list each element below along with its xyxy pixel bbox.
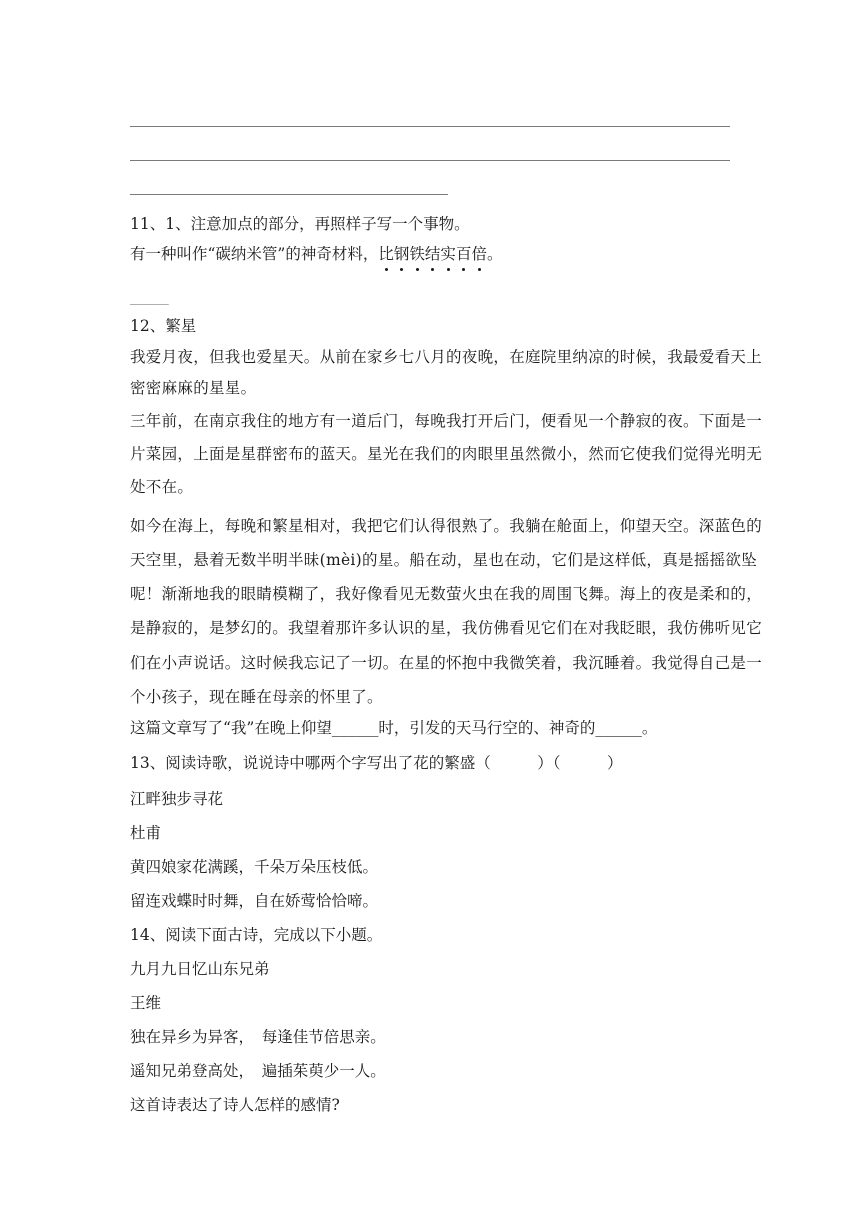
q11-title: 11、1、注意加点的部分，再照样子写一个事物。 — [130, 215, 470, 233]
q12-question: 这篇文章写了“我”在晚上仰望______时，引发的天马行空的、神奇的______。 — [130, 719, 658, 737]
q12-paragraph-3-line-5: 们在小声说话。这时候我忘记了一切。在星的怀抱中我微笑着，我沉睡着。我觉得自己是一 — [130, 654, 763, 672]
dotted-char: 倍 — [471, 245, 487, 263]
dotted-char: 铁 — [409, 245, 425, 263]
q12-paragraph-3-line-2: 天空里，悬着无数半明半昧(mèi)的星。船在动，星也在动，它们是这样低，真是摇摇欲坠 — [130, 551, 758, 569]
q14-question: 这首诗表达了诗人怎样的感情? — [130, 1096, 340, 1114]
q14-poem-line-2: 遥知兄弟登高处， 遍插茱萸少一人。 — [130, 1062, 386, 1080]
q13-poem-line-2: 留连戏蝶时时舞，自在娇莺恰恰啼。 — [130, 892, 379, 910]
q14-poet: 王维 — [130, 994, 162, 1012]
q13-poet: 杜甫 — [130, 824, 162, 842]
dotted-char: 实 — [440, 245, 456, 263]
answer-line-1 — [130, 126, 730, 127]
answer-line-3 — [130, 194, 448, 195]
q12-paragraph-3-line-4: 是静寂的，是梦幻的。我望着那许多认识的星，我仿佛看见它们在对我眨眼，我仿佛听见它 — [130, 619, 763, 637]
q12-paragraph-1-line-2: 密密麻麻的星星。 — [130, 379, 257, 397]
q12-paragraph-1-line-1: 我爱月夜，但我也爱星天。从前在家乡七八月的夜晚，在庭院里纳凉的时候，我最爱看天上 — [130, 348, 763, 366]
q11-answer-blank: _____ — [130, 287, 169, 305]
q14-poem-line-1: 独在异乡为异客， 每逢佳节倍思亲。 — [130, 1028, 386, 1046]
q13-poem-title: 江畔独步寻花 — [130, 790, 224, 808]
q12-paragraph-2-line-2: 片菜园，上面是星群密布的蓝天。星光在我们的肉眼里虽然微小，然而它使我们觉得光明无 — [130, 445, 763, 463]
answer-line-2 — [130, 160, 730, 161]
q12-title: 12、繁星 — [130, 317, 197, 335]
q11-dotted-phrase — [378, 245, 487, 263]
q12-paragraph-2-line-3: 处不在。 — [130, 478, 194, 496]
q11-example — [130, 243, 750, 265]
dotted-char: 百 — [455, 245, 472, 263]
q11-example-prefix: 有一种叫作“碳纳米管”的神奇材料， — [130, 245, 379, 263]
q14-poem-title: 九月九日忆山东兄弟 — [130, 960, 270, 978]
q11-example-suffix: 。 — [486, 245, 503, 263]
q13-poem-line-1: 黄四娘家花满蹊，千朵万朵压枝低。 — [130, 858, 379, 876]
q14-title: 14、阅读下面古诗，完成以下小题。 — [130, 926, 383, 944]
q12-paragraph-3-line-3: 呢！渐渐地我的眼睛模糊了，我好像看见无数萤火虫在我的周围飞舞。海上的夜是柔和的， — [130, 585, 763, 603]
q12-paragraph-2-line-1: 三年前，在南京我住的地方有一道后门，每晚我打开后门，便看见一个静寂的夜。下面是一 — [130, 412, 763, 430]
dotted-char: 比 — [378, 245, 394, 263]
q12-paragraph-3-line-6: 个小孩子，现在睡在母亲的怀里了。 — [130, 688, 383, 706]
dotted-char: 结 — [424, 245, 441, 263]
dotted-char: 钢 — [393, 245, 410, 263]
q12-paragraph-3-line-1: 如今在海上，每晚和繁星相对，我把它们认得很熟了。我躺在舱面上，仰望天空。深蓝色的 — [130, 517, 763, 535]
q13-title: 13、阅读诗歌，说说诗中哪两个字写出了花的繁盛（ ）（ ） — [130, 754, 623, 772]
